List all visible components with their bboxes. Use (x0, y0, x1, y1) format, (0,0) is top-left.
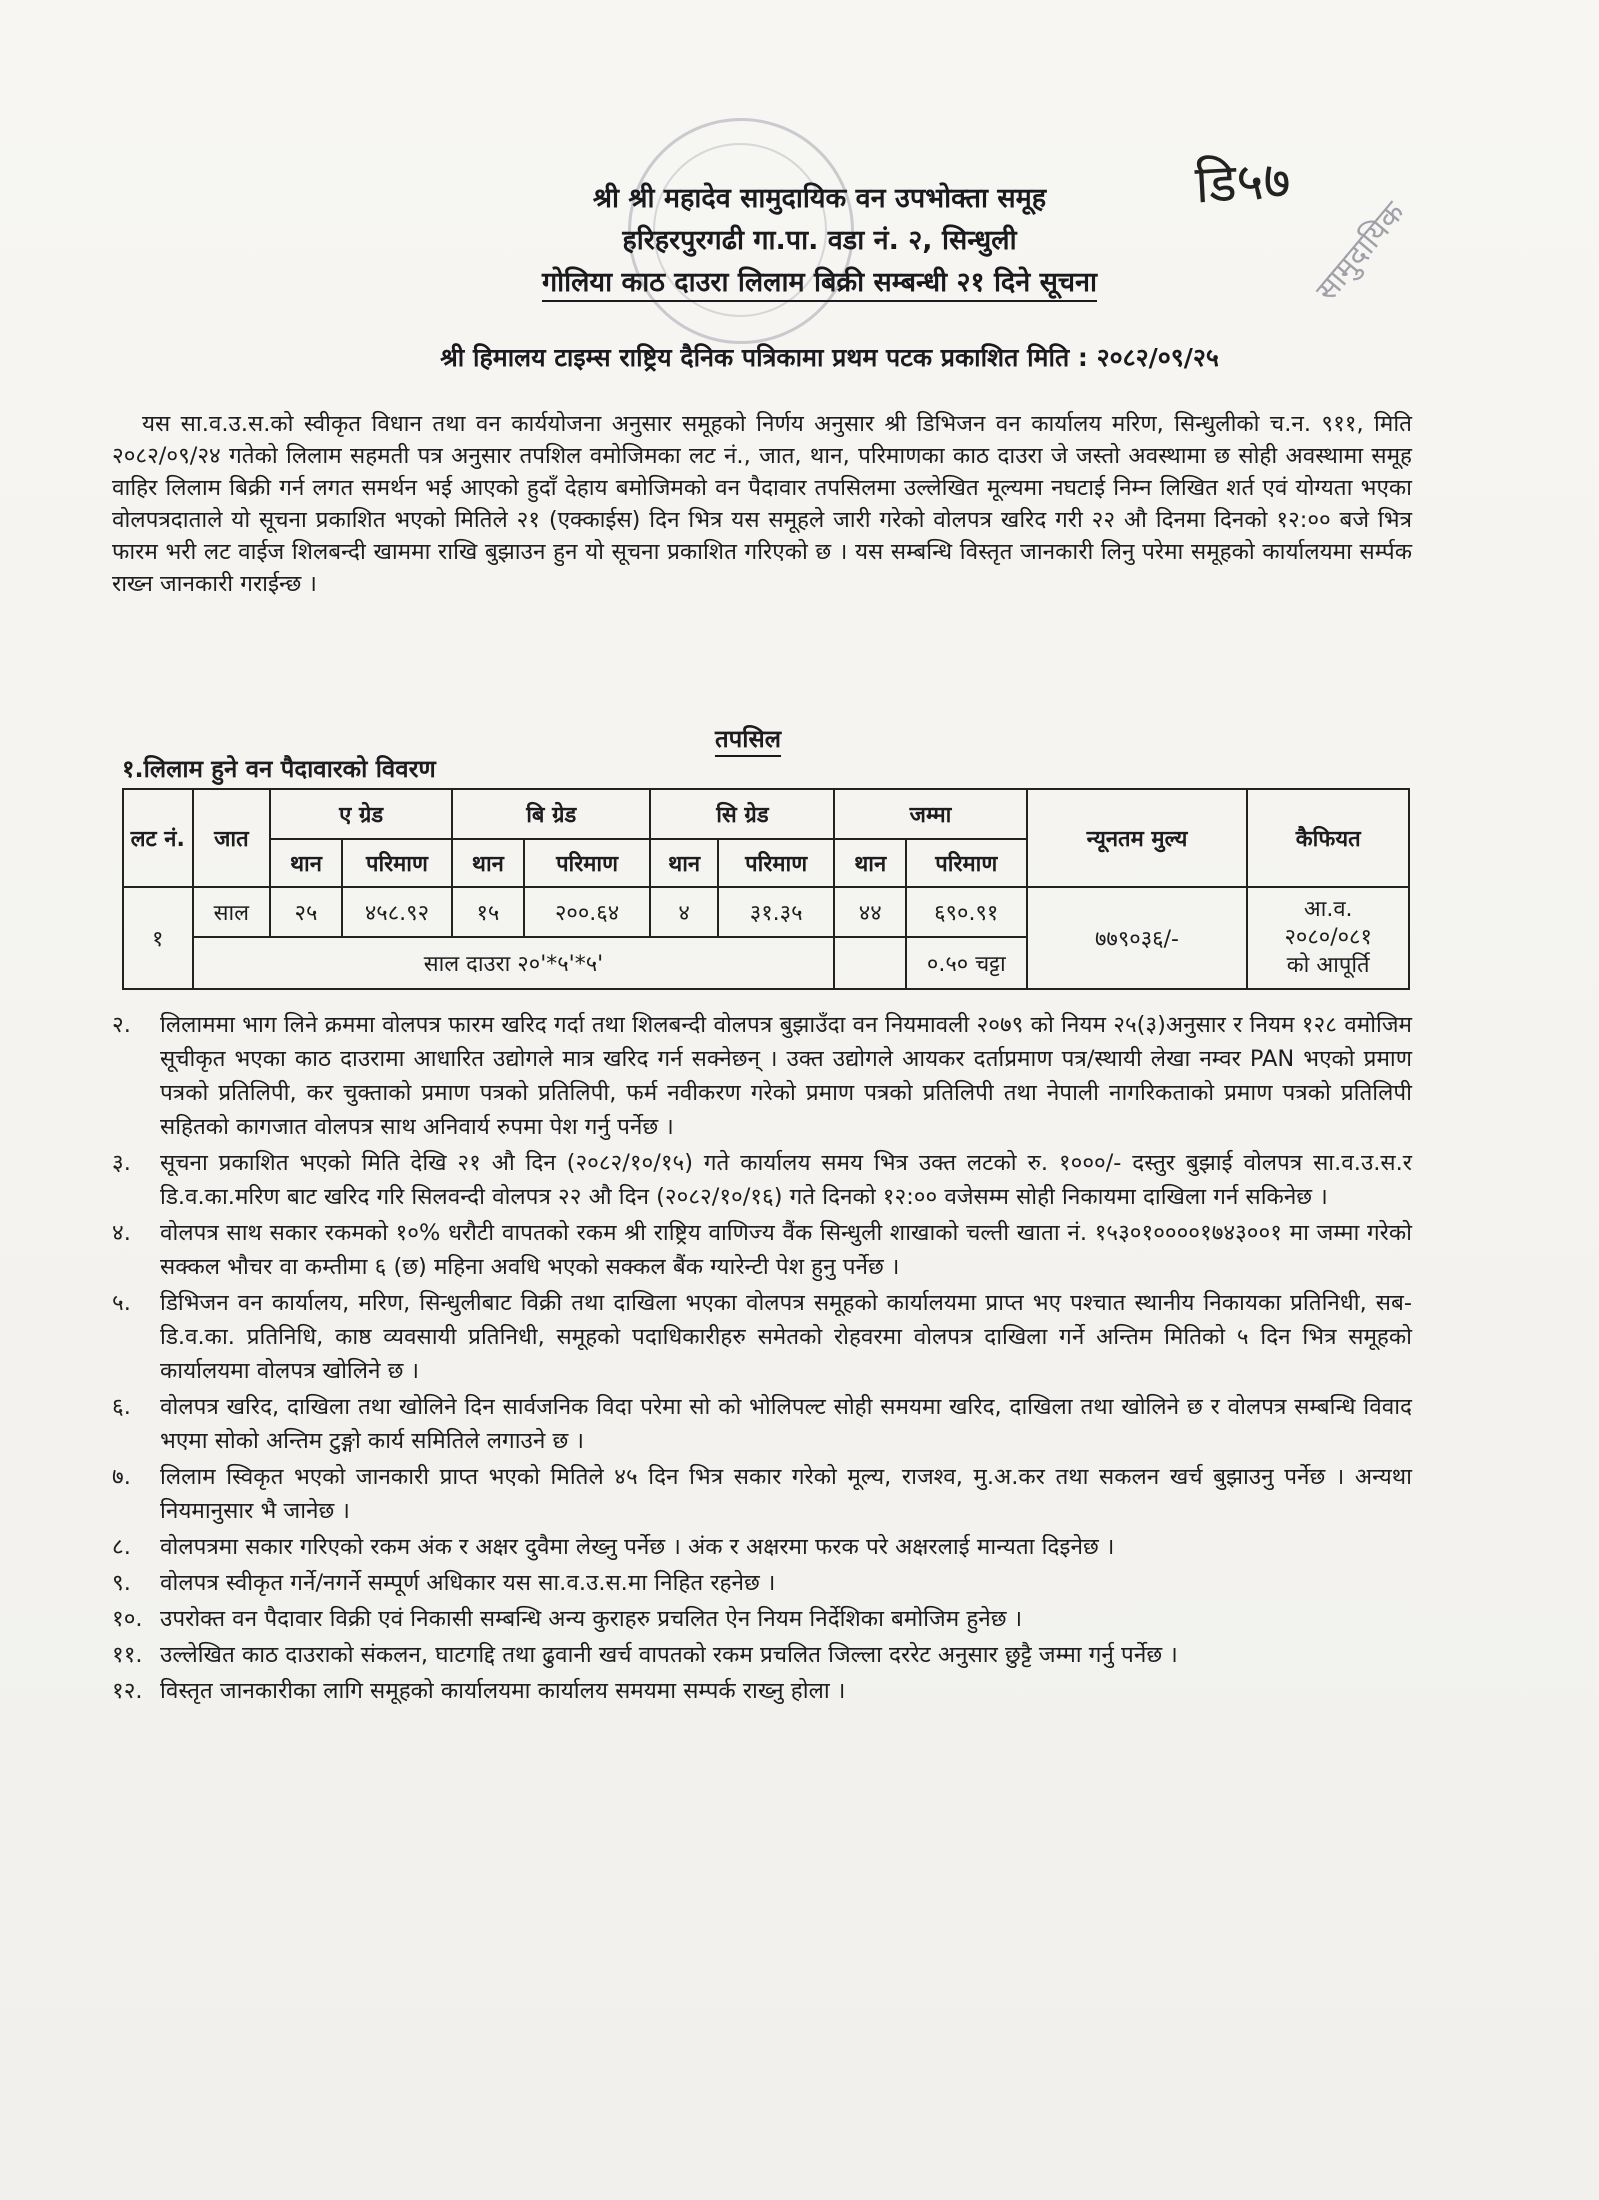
cell-b-qty: २००.६४ (524, 887, 651, 937)
subheader-parimaan: परिमाण (524, 839, 651, 887)
side-stamp-text: सामुदायिक (1309, 195, 1412, 309)
cell-firewood-qty: ०.५० चट्टा (906, 937, 1027, 989)
rule-number: ७. (112, 1464, 131, 1490)
header-species: जात (193, 789, 271, 887)
subheader-than: थान (452, 839, 524, 887)
rule-text: उल्लेखित काठ दाउराको संकलन, घाटगद्दि तथा ढुवानी खर्च वापतको रकम प्रचलित जिल्ला दररेट अनुसार छुट्टै जम्मा गर्नु पर्नेछ । (160, 1642, 1178, 1668)
rule-text: लिलाम स्विकृत भएको जानकारी प्राप्त भएको मितिले ४५ दिन भित्र सकार गरेको मूल्य, राजश्व, मु.अ.कर तथा सकलन खर्च बुझाउनु पर्नेछ । अन्यथा नियमानुसार भै जानेछ । (160, 1464, 1412, 1524)
list-item (112, 1216, 1412, 1284)
header-remarks: कैफियत (1247, 789, 1409, 887)
rules-list (112, 1008, 1412, 1710)
rule-number: ८. (112, 1534, 131, 1560)
rule-text: सूचना प्रकाशित भएको मिति देखि २१ औ दिन (२०८२/१०/१५) गते कार्यालय समय भित्र उक्त लटको रु. १०००/- दस्तुर बुझाई वोलपत्र सा.व.उ.स.र डि.व.का.मरिण बाट खरिद गरि सिलवन्दी वोलपत्र २२ औ दिन (२०८२/१०/१६) गते दिनको १२:०० वजेसम्म सोही निकायमा दाखिला गर्न सकिनेछ । (160, 1150, 1412, 1210)
rule-text: विस्तृत जानकारीका लागि समूहको कार्यालयमा कार्यालय समयमा सम्पर्क राख्नु होला । (160, 1678, 846, 1704)
rule-text: वोलपत्र खरिद, दाखिला तथा खोलिने दिन सार्वजनिक विदा परेमा सो को भोलिपल्ट सोही समयमा खरिद, दाखिला तथा खोलिने छ र वोलपत्र सम्बन्धि विवाद भएमा सोको अन्तिम टुङ्गो कार्य समितिले लगाउने छ । (160, 1394, 1412, 1454)
subheader-parimaan: परिमाण (906, 839, 1027, 887)
org-name: श्री श्री महादेव सामुदायिक वन उपभोक्ता समूह (592, 183, 1047, 214)
remarks-line-1: आ.व. (1303, 897, 1353, 922)
cell-total-qty: ६९०.९१ (906, 887, 1027, 937)
cell-a-qty: ४५८.९२ (342, 887, 452, 937)
table-row (123, 887, 1409, 937)
cell-b-than: १५ (452, 887, 524, 937)
cell-firewood-desc: साल दाउरा २०'*५'*५' (193, 937, 835, 989)
lot-details-table (122, 788, 1410, 990)
cell-c-than: ४ (650, 887, 717, 937)
list-item (112, 1008, 1412, 1144)
rule-text: वोलपत्र स्वीकृत गर्ने/नगर्ने सम्पूर्ण अधिकार यस सा.व.उ.स.मा निहित रहनेछ । (160, 1570, 776, 1596)
subheader-parimaan: परिमाण (342, 839, 452, 887)
rule-number: ५. (112, 1290, 131, 1316)
cell-c-qty: ३१.३५ (718, 887, 835, 937)
header-lot: लट नं. (123, 789, 193, 887)
list-item (112, 1566, 1412, 1600)
remarks-line-3: को आपूर्ति (1286, 953, 1370, 978)
list-item (112, 1390, 1412, 1458)
rule-number: ६. (112, 1394, 131, 1420)
header-a-grade: ए ग्रेड (270, 789, 452, 839)
notice-title-text: गोलिया काठ दाउरा लिलाम बिक्री सम्बन्धी २१ दिने सूचना (542, 267, 1097, 302)
list-item (112, 1460, 1412, 1528)
handwritten-note: डि५७ (1193, 150, 1293, 216)
tapasil-heading: तपसिल (715, 722, 781, 757)
list-item (112, 1286, 1412, 1388)
cell-total-than: ४४ (834, 887, 906, 937)
subheader-parimaan: परिमाण (718, 839, 835, 887)
rule-number: १०. (112, 1606, 143, 1632)
cell-a-than: २५ (270, 887, 342, 937)
subheader-than: थान (650, 839, 717, 887)
rule-number: २. (112, 1012, 131, 1038)
rule-number: ४. (112, 1220, 131, 1246)
rule-text: वोलपत्रमा सकार गरिएको रकम अंक र अक्षर दुवैमा लेख्नु पर्नेछ । अंक र अक्षरमा फरक परे अक्षरलाई मान्यता दिइनेछ । (160, 1534, 1115, 1560)
subheader-than: थान (834, 839, 906, 887)
cell-remarks (1247, 887, 1409, 989)
rule-number: ९. (112, 1570, 131, 1596)
rule-text: वोलपत्र साथ सकार रकमको १०% धरौटी वापतको रकम श्री राष्ट्रिय वाणिज्य वैंक सिन्धुली शाखाको चल्ती खाता नं. १५३०१००००१७४३००१ मा जम्मा गरेको सक्कल भौचर वा कम्तीमा ६ (छ) महिना अवधि भएको सक्कल बैंक ग्यारेन्टी पेश हुनु पर्नेछ । (160, 1220, 1412, 1280)
rule-text: डिभिजन वन कार्यालय, मरिण, सिन्धुलीबाट विक्री तथा दाखिला भएका वोलपत्र समूहको कार्यालयमा प्राप्त भए पश्चात स्थानीय निकायका प्रतिनिधी, सब-डि.व.का. प्रतिनिधि, काष्ठ व्यवसायी प्रतिनिधी, समूहको पदाधिकारीहरु समेतको रोहवरमा वोलपत्र दाखिला गर्ने अन्तिम मितिको ५ दिन भित्र समूहको कार्यालयमा वोलपत्र खोलिने छ । (160, 1290, 1412, 1384)
rule-number: ११. (112, 1642, 143, 1668)
header-b-grade: बि ग्रेड (452, 789, 650, 839)
cell-species: साल (193, 887, 271, 937)
list-item (112, 1674, 1412, 1708)
list-item (112, 1146, 1412, 1214)
list-item (112, 1530, 1412, 1564)
table-header-row (123, 789, 1409, 839)
header-total: जम्मा (834, 789, 1026, 839)
rule-text: उपरोक्त वन पैदावार विक्री एवं निकासी सम्बन्धि अन्य कुराहरु प्रचलित ऐन नियम निर्देशिका बमोजिम हुनेछ । (160, 1606, 1023, 1632)
remarks-line-2: २०८०/०८१ (1284, 925, 1372, 950)
cell-empty (834, 937, 906, 989)
header-c-grade: सि ग्रेड (650, 789, 834, 839)
section-title: १.लिलाम हुने वन पैदावारको विवरण (122, 755, 436, 783)
header-min-price: न्यूनतम मुल्य (1027, 789, 1248, 887)
cell-lot: १ (123, 887, 193, 989)
cell-min-price: ७७९०३६/- (1027, 887, 1248, 989)
notice-title (0, 262, 1599, 299)
rule-text: लिलाममा भाग लिने क्रममा वोलपत्र फारम खरिद गर्दा तथा शिलबन्दी वोलपत्र बुझाउँदा वन नियमावली २०७९ को नियम २५(३)अनुसार र नियम १२८ वमोजिम सूचीकृत भएका काठ दाउरामा आधारित उद्योगले मात्र खरिद गर्न सक्नेछन् । उक्त उद्योगले आयकर दर्ताप्रमाण पत्र/स्थायी लेखा नम्वर PAN भएको प्रमाण पत्रको प्रतिलिपी, कर चुक्ताको प्रमाण पत्रको प्रतिलिपी, फर्म नवीकरण गरेको प्रमाण पत्रको प्रतिलिपी तथा नेपाली नागरिकताको प्रमाण पत्रको प्रतिलिपी सहितको कागजात वोलपत्र साथ अनिवार्य रुपमा पेश गर्नु पर्नेछ । (160, 1012, 1412, 1140)
subheader-than: थान (270, 839, 342, 887)
org-address: हरिहरपुरगढी गा.पा. वडा नं. २, सिन्धुली (622, 225, 1017, 256)
intro-paragraph: यस सा.व.उ.स.को स्वीकृत विधान तथा वन कार्ययोजना अनुसार समूहको निर्णय अनुसार श्री डिभिजन वन कार्यालय मरिण, सिन्धुलीको च.न. ९११, मिति २०८२/०९/२४ गतेको लिलाम सहमती पत्र अनुसार तपशिल वमोजिमका लट नं., जात, थान, परिमाणका काठ दाउरा जे जस्तो अवस्थामा छ सोही अवस्थामा समूह वाहिर लिलाम बिक्री गर्न लगत समर्थन भई आएको हुदाँ देहाय बमोजिमको वन पैदावार तपसिलमा उल्लेखित मूल्यमा नघटाई निम्न लिखित शर्त एवं योग्यता भएका वोलपत्रदाताले यो सूचना प्रकाशित भएको मितिले २१ (एक्काईस) दिन भित्र यस समूहले जारी गरेको वोलपत्र खरिद गरी २२ औ दिनमा दिनको १२:०० बजे भित्र फारम भरी लट वाईज शिलबन्दी खाममा राखि बुझाउन हुन यो सूचना प्रकाशित गरिएको छ । यस सम्बन्धि विस्तृत जानकारी लिनु परेमा समूहको कार्यालयमा सर्म्पक राख्न जानकारी गराईन्छ । (112, 411, 1412, 597)
rule-number: १२. (112, 1678, 143, 1704)
rule-number: ३. (112, 1150, 131, 1176)
list-item (112, 1602, 1412, 1636)
publish-line: श्री हिमालय टाइम्स राष्ट्रिय दैनिक पत्रिकामा प्रथम पटक प्रकाशित मिति : २०८२/०९/२५ (440, 343, 1219, 372)
list-item (112, 1638, 1412, 1672)
